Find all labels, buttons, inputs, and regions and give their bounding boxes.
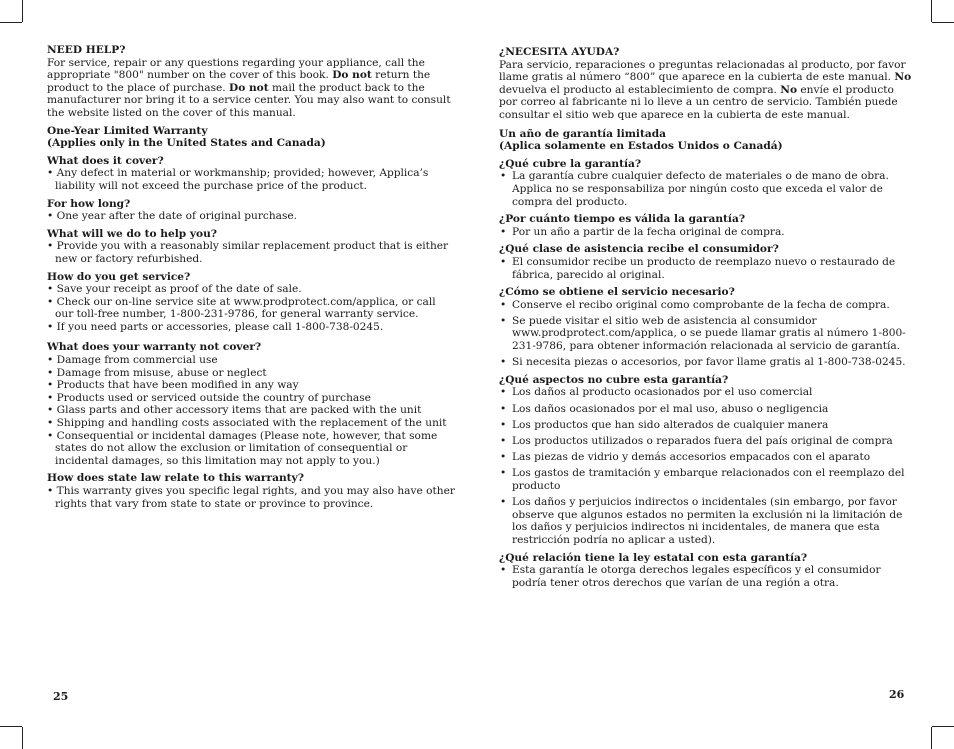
- list-item: • El consumidor recibe un producto de reemplazo nuevo o restaurado de fábrica, parecido al original.: [499, 256, 913, 281]
- need-help-paragraph: Para servicio, reparaciones o preguntas relacionadas al producto, por favor llame gratis al número “800” que aparece en la cubierta de este manual. No devuelva el producto al establecimiento de compra. No envíe el producto por correo al fabricante ni lo lleve a un centro de servicio. También puede consultar el sitio web que aparece en la cubierta de este manual.: [499, 58, 912, 121]
- bullet-list: [47, 354, 457, 467]
- list-item: • Products that have been modified in any way: [47, 379, 457, 392]
- need-help-heading: NEED HELP?: [47, 44, 126, 56]
- bullet-list: [499, 170, 913, 208]
- need-help-heading: ¿NECESITA AYUDA?: [499, 46, 620, 58]
- list-item: • One year after the date of original purchase.: [47, 210, 457, 223]
- list-item: • Los productos utilizados o reparados fuera del país original de compra: [499, 435, 913, 448]
- list-item: • Las piezas de vidrio y demás accesorios empacados con el aparato: [499, 451, 913, 464]
- bullet-list: [499, 386, 913, 546]
- section-heading: ¿Qué clase de asistencia recibe el consumidor?: [499, 243, 779, 256]
- list-item: • Los daños ocasionados por el mal uso, abuso o negligencia: [499, 403, 913, 416]
- crop-mark: [932, 726, 954, 727]
- list-item: • Damage from misuse, abuse or neglect: [47, 367, 457, 380]
- english-page: [47, 44, 457, 510]
- section-heading: What does it cover?: [47, 154, 164, 167]
- page-number-right: 26: [889, 688, 905, 701]
- list-item: • Los productos que han sido alterados de cualquier manera: [499, 419, 913, 432]
- warranty-subtitle: (Aplica solamente en Estados Unidos o Canadá): [499, 140, 783, 153]
- section-heading: ¿Qué relación tiene la ley estatal con esta garantía?: [499, 551, 808, 564]
- bullet-list: [47, 240, 457, 265]
- crop-mark: [0, 726, 22, 727]
- list-item: • Se puede visitar el sitio web de asistencia al consumidor www.prodprotect.com/applica, o se puede llamar gratis al número 1-800-231-9786, para obtener información relacionada al servicio de garantía.: [499, 315, 913, 353]
- list-item: • Consequential or incidental damages (Please note, however, that some states do not allow the exclusion or limitation of consequential or incidental damages, so this limitation may not apply to you.): [47, 430, 457, 468]
- bullet-list: [499, 256, 913, 281]
- bullet-list: [499, 299, 913, 369]
- list-item: • Damage from commercial use: [47, 354, 457, 367]
- section-heading: What will we do to help you?: [47, 227, 217, 240]
- list-item: • Esta garantía le otorga derechos legales específicos y el consumidor podría tener otros derechos que varían de una región a otra.: [499, 564, 913, 589]
- crop-mark: [932, 22, 954, 23]
- list-item: • Save your receipt as proof of the date of sale.: [47, 283, 457, 296]
- section-heading: How does state law relate to this warranty?: [47, 472, 304, 485]
- bullet-list: [47, 210, 457, 223]
- list-item: • Los gastos de tramitación y embarque relacionados con el reemplazo del producto: [499, 467, 913, 492]
- bullet-list: [47, 167, 457, 192]
- bullet-list: [47, 283, 457, 333]
- list-item: • Si necesita piezas o accesorios, por favor llame gratis al 1-800-738-0245.: [499, 356, 913, 369]
- crop-mark: [931, 727, 932, 749]
- section-heading: ¿Qué cubre la garantía?: [499, 157, 642, 170]
- warranty-title: One-Year Limited Warranty: [47, 124, 208, 137]
- need-help-paragraph: For service, repair or any questions regarding your appliance, call the appropriate "800" number on the cover of this book. Do not return the product to the place of purchase. Do not mail the product back to the manufacturer nor bring it to a service center. You may also want to consult the website listed on the cover of this manual.: [47, 56, 451, 119]
- section-heading: ¿Por cuánto tiempo es válida la garantía?: [499, 213, 746, 226]
- section-heading: ¿Qué aspectos no cubre esta garantía?: [499, 373, 729, 386]
- list-item: • Glass parts and other accessory items that are packed with the unit: [47, 404, 457, 417]
- list-item: • Shipping and handling costs associated with the replacement of the unit: [47, 417, 457, 430]
- section-heading: How do you get service?: [47, 270, 191, 283]
- crop-mark: [22, 727, 23, 749]
- list-item: • Check our on-line service site at www.prodprotect.com/applica, or call our toll-free number, 1-800-231-9786, for general warranty service.: [47, 296, 457, 321]
- list-item: • La garantía cubre cualquier defecto de materiales o de mano de obra. Applica no se responsabiliza por ningún costo que exceda el valor de compra del producto.: [499, 170, 913, 208]
- section-heading: ¿Cómo se obtiene el servicio necesario?: [499, 286, 735, 299]
- page-number-left: 25: [53, 690, 69, 703]
- list-item: • Any defect in material or workmanship; provided; however, Applica’s liability will not exceed the purchase price of the product.: [47, 167, 457, 192]
- list-item: • Los daños al producto ocasionados por el uso comercial: [499, 386, 913, 399]
- list-item: • Conserve el recibo original como comprobante de la fecha de compra.: [499, 299, 913, 312]
- list-item: • Provide you with a reasonably similar replacement product that is either new or factory refurbished.: [47, 240, 457, 265]
- list-item: • Products used or serviced outside the country of purchase: [47, 392, 457, 405]
- warranty-title: Un año de garantía limitada: [499, 127, 666, 140]
- section-heading: For how long?: [47, 197, 131, 210]
- crop-mark: [0, 22, 22, 23]
- crop-mark: [22, 0, 23, 22]
- warranty-subtitle: (Applies only in the United States and Canada): [47, 137, 326, 150]
- crop-mark: [931, 0, 932, 22]
- spanish-page: [499, 46, 913, 589]
- list-item: • This warranty gives you specific legal rights, and you may also have other rights that vary from state to state or province to province.: [47, 485, 457, 510]
- list-item: • Los daños y perjuicios indirectos o incidentales (sin embargo, por favor observe que algunos estados no permiten la exclusión ni la limitación de los daños y perjuicios indirectos ni incidentales, de manera que esta restricción podría no aplicar a usted).: [499, 496, 913, 546]
- list-item: • If you need parts or accessories, please call 1-800-738-0245.: [47, 321, 457, 334]
- section-heading: What does your warranty not cover?: [47, 341, 262, 354]
- bullet-list: [499, 564, 913, 589]
- list-item: • Por un año a partir de la fecha original de compra.: [499, 226, 913, 239]
- bullet-list: [499, 226, 913, 239]
- bullet-list: [47, 485, 457, 510]
